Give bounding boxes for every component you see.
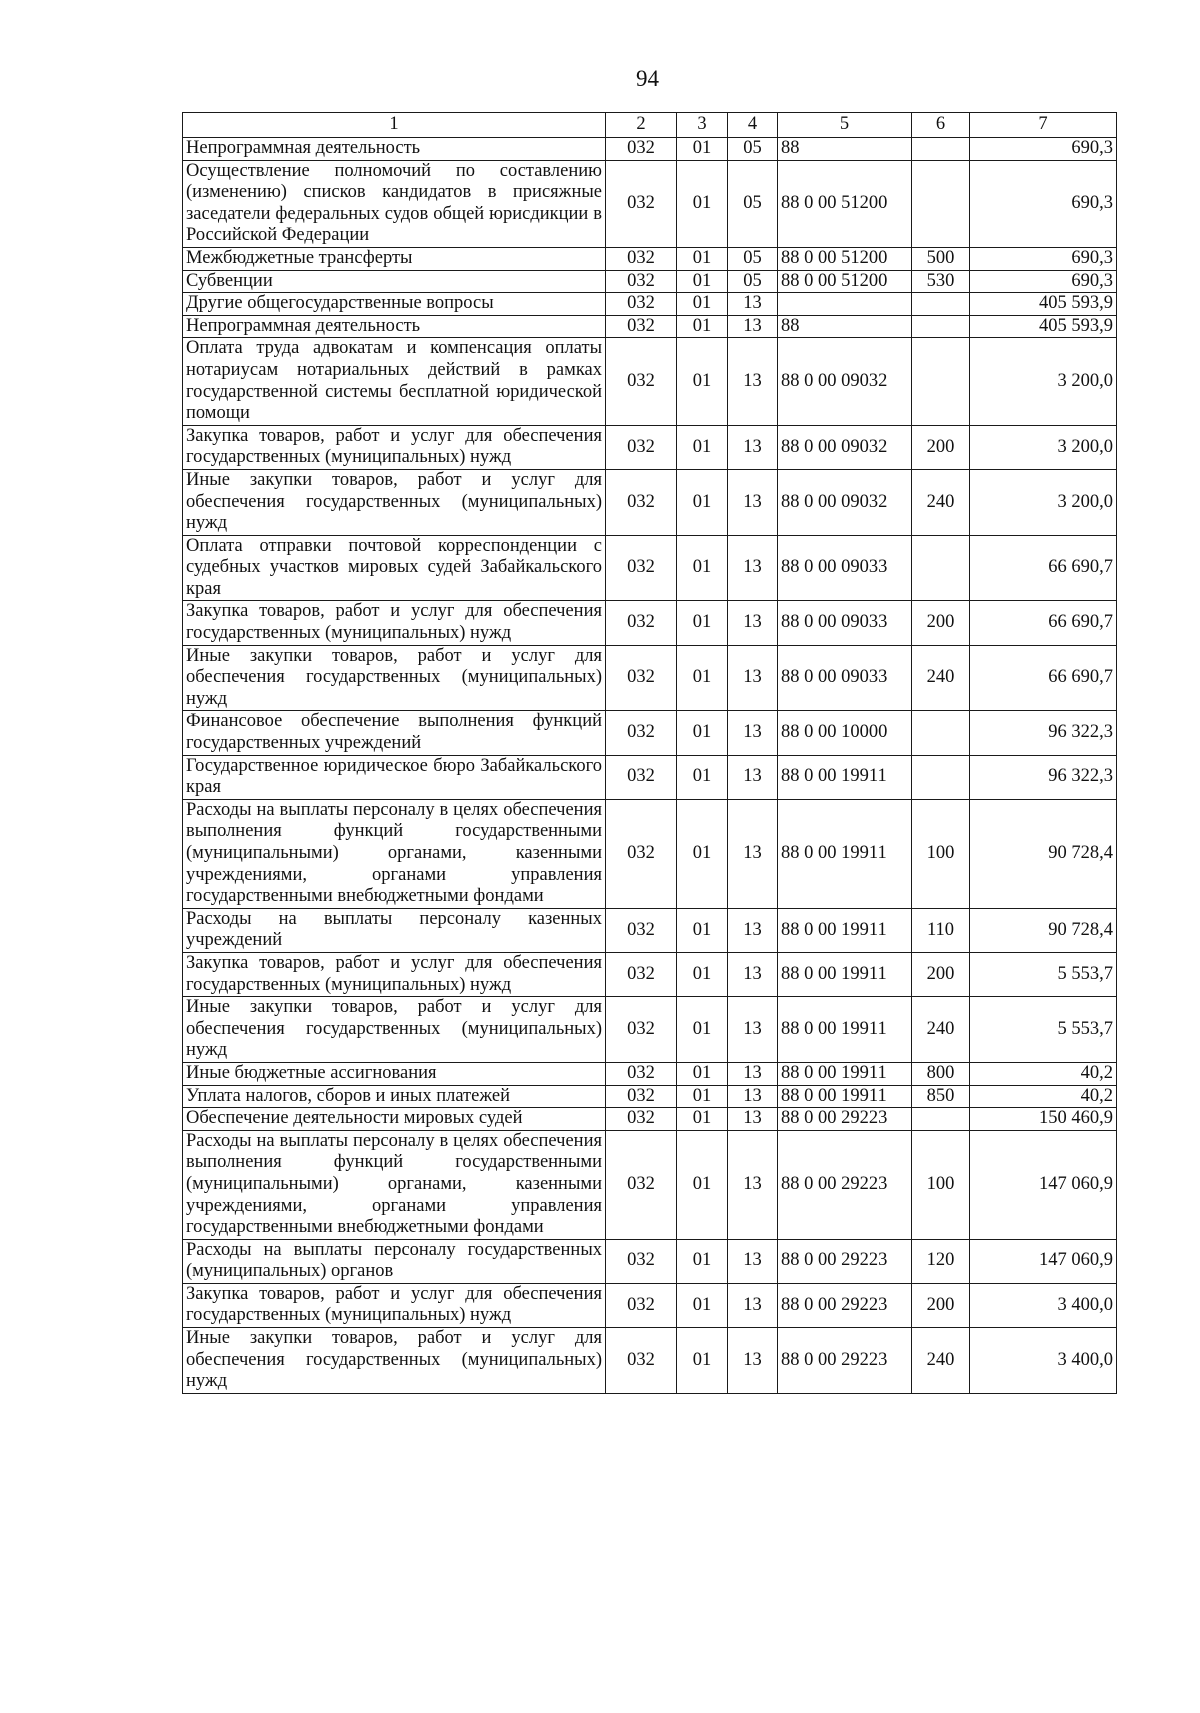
- admin-code-cell: 032: [606, 293, 677, 316]
- target-article-cell: 88 0 00 51200: [778, 160, 912, 247]
- target-article-cell: 88 0 00 10000: [778, 711, 912, 755]
- expense-type-cell: 100: [912, 1130, 970, 1239]
- admin-code-cell: 032: [606, 535, 677, 601]
- target-article-cell: 88 0 00 19911: [778, 952, 912, 996]
- table-row: [183, 293, 1117, 316]
- section-code-cell: 01: [677, 1283, 728, 1327]
- subsection-code-cell: 13: [728, 293, 778, 316]
- subsection-code-cell: 13: [728, 469, 778, 535]
- subsection-code-cell: 13: [728, 1328, 778, 1394]
- subsection-code-cell: 13: [728, 1239, 778, 1283]
- amount-cell: 147 060,9: [970, 1239, 1117, 1283]
- table-row: [183, 425, 1117, 469]
- table-row: [183, 1108, 1117, 1131]
- item-name-cell: Непрограммная деятельность: [183, 315, 606, 338]
- amount-cell: 690,3: [970, 138, 1117, 161]
- table-row: [183, 952, 1117, 996]
- admin-code-cell: 032: [606, 997, 677, 1063]
- admin-code-cell: 032: [606, 1328, 677, 1394]
- section-code-cell: 01: [677, 1085, 728, 1108]
- table-row: [183, 1062, 1117, 1085]
- amount-cell: 405 593,9: [970, 293, 1117, 316]
- expense-type-cell: [912, 138, 970, 161]
- section-code-cell: 01: [677, 1130, 728, 1239]
- section-code-cell: 01: [677, 952, 728, 996]
- item-name-cell: Осуществление полномочий по составлению (изменению) списков кандидатов в присяжные заседатели федеральных судов общей юрисдикции в Российской Федерации: [183, 160, 606, 247]
- item-name-cell: Закупка товаров, работ и услуг для обеспечения государственных (муниципальных) нужд: [183, 425, 606, 469]
- target-article-cell: 88 0 00 19911: [778, 1062, 912, 1085]
- item-name-cell: Иные закупки товаров, работ и услуг для обеспечения государственных (муниципальных) нужд: [183, 1328, 606, 1394]
- subsection-code-cell: 13: [728, 1085, 778, 1108]
- admin-code-cell: 032: [606, 952, 677, 996]
- expense-type-cell: 120: [912, 1239, 970, 1283]
- item-name-cell: Оплата отправки почтовой корреспонденции с судебных участков мировых судей Забайкальского края: [183, 535, 606, 601]
- amount-cell: 66 690,7: [970, 601, 1117, 645]
- item-name-cell: Субвенции: [183, 270, 606, 293]
- section-code-cell: 01: [677, 293, 728, 316]
- admin-code-cell: 032: [606, 908, 677, 952]
- item-name-cell: Расходы на выплаты персоналу в целях обеспечения выполнения функций государственными (муниципальными) органами, казенными учреждениями, органами управления государственными внебюджетными фондами: [183, 1130, 606, 1239]
- target-article-cell: 88 0 00 19911: [778, 755, 912, 799]
- expense-type-cell: [912, 338, 970, 425]
- table-row: [183, 535, 1117, 601]
- item-name-cell: Закупка товаров, работ и услуг для обеспечения государственных (муниципальных) нужд: [183, 952, 606, 996]
- target-article-cell: 88 0 00 19911: [778, 799, 912, 908]
- expense-type-cell: 110: [912, 908, 970, 952]
- expense-type-cell: 200: [912, 952, 970, 996]
- admin-code-cell: 032: [606, 755, 677, 799]
- item-name-cell: Обеспечение деятельности мировых судей: [183, 1108, 606, 1131]
- subsection-code-cell: 13: [728, 799, 778, 908]
- subsection-code-cell: 05: [728, 160, 778, 247]
- target-article-cell: 88 0 00 09033: [778, 601, 912, 645]
- section-code-cell: 01: [677, 138, 728, 161]
- admin-code-cell: 032: [606, 1062, 677, 1085]
- target-article-cell: 88 0 00 09033: [778, 535, 912, 601]
- item-name-cell: Иные закупки товаров, работ и услуг для обеспечения государственных (муниципальных) нужд: [183, 469, 606, 535]
- table-row: [183, 160, 1117, 247]
- subsection-code-cell: 13: [728, 711, 778, 755]
- expense-type-cell: [912, 711, 970, 755]
- section-code-cell: 01: [677, 645, 728, 711]
- admin-code-cell: 032: [606, 469, 677, 535]
- target-article-cell: 88 0 00 09032: [778, 425, 912, 469]
- subsection-code-cell: 13: [728, 425, 778, 469]
- item-name-cell: Закупка товаров, работ и услуг для обеспечения государственных (муниципальных) нужд: [183, 1283, 606, 1327]
- item-name-cell: Государственное юридическое бюро Забайкальского края: [183, 755, 606, 799]
- table-row: [183, 997, 1117, 1063]
- admin-code-cell: 032: [606, 425, 677, 469]
- section-code-cell: 01: [677, 338, 728, 425]
- subsection-code-cell: 13: [728, 908, 778, 952]
- target-article-cell: 88 0 00 19911: [778, 1085, 912, 1108]
- subsection-code-cell: 13: [728, 1062, 778, 1085]
- target-article-cell: 88 0 00 29223: [778, 1108, 912, 1131]
- subsection-code-cell: 13: [728, 755, 778, 799]
- item-name-cell: Межбюджетные трансферты: [183, 247, 606, 270]
- amount-cell: 690,3: [970, 270, 1117, 293]
- expense-type-cell: [912, 293, 970, 316]
- expense-type-cell: 240: [912, 645, 970, 711]
- section-code-cell: 01: [677, 315, 728, 338]
- amount-cell: 40,2: [970, 1085, 1117, 1108]
- section-code-cell: 01: [677, 908, 728, 952]
- section-code-cell: 01: [677, 1108, 728, 1131]
- target-article-cell: 88 0 00 29223: [778, 1283, 912, 1327]
- admin-code-cell: 032: [606, 601, 677, 645]
- item-name-cell: Расходы на выплаты персоналу в целях обеспечения выполнения функций государственными (муниципальными) органами, казенными учреждениями, органами управления государственными внебюджетными фондами: [183, 799, 606, 908]
- expense-type-cell: 500: [912, 247, 970, 270]
- table-header-row: [183, 113, 1117, 138]
- column-header: 7: [970, 113, 1117, 138]
- subsection-code-cell: 13: [728, 601, 778, 645]
- amount-cell: 40,2: [970, 1062, 1117, 1085]
- table-row: [183, 1239, 1117, 1283]
- item-name-cell: Непрограммная деятельность: [183, 138, 606, 161]
- target-article-cell: 88: [778, 315, 912, 338]
- admin-code-cell: 032: [606, 799, 677, 908]
- expense-type-cell: [912, 315, 970, 338]
- amount-cell: 147 060,9: [970, 1130, 1117, 1239]
- expense-type-cell: 850: [912, 1085, 970, 1108]
- table-row: [183, 270, 1117, 293]
- expense-type-cell: 240: [912, 469, 970, 535]
- item-name-cell: Уплата налогов, сборов и иных платежей: [183, 1085, 606, 1108]
- target-article-cell: 88 0 00 29223: [778, 1328, 912, 1394]
- admin-code-cell: 032: [606, 138, 677, 161]
- section-code-cell: 01: [677, 1328, 728, 1394]
- target-article-cell: 88 0 00 51200: [778, 247, 912, 270]
- item-name-cell: Оплата труда адвокатам и компенсация оплаты нотариусам нотариальных действий в рамках государственной системы бесплатной юридической помощи: [183, 338, 606, 425]
- column-header: 5: [778, 113, 912, 138]
- subsection-code-cell: 13: [728, 338, 778, 425]
- subsection-code-cell: 13: [728, 1108, 778, 1131]
- subsection-code-cell: 13: [728, 535, 778, 601]
- admin-code-cell: 032: [606, 645, 677, 711]
- item-name-cell: Другие общегосударственные вопросы: [183, 293, 606, 316]
- subsection-code-cell: 05: [728, 247, 778, 270]
- amount-cell: 90 728,4: [970, 908, 1117, 952]
- admin-code-cell: 032: [606, 315, 677, 338]
- column-header: 3: [677, 113, 728, 138]
- section-code-cell: 01: [677, 1062, 728, 1085]
- amount-cell: 90 728,4: [970, 799, 1117, 908]
- item-name-cell: Финансовое обеспечение выполнения функций государственных учреждений: [183, 711, 606, 755]
- item-name-cell: Расходы на выплаты персоналу государственных (муниципальных) органов: [183, 1239, 606, 1283]
- table-row: [183, 645, 1117, 711]
- budget-table: [182, 112, 1117, 1394]
- table-row: [183, 338, 1117, 425]
- column-header: 2: [606, 113, 677, 138]
- subsection-code-cell: 13: [728, 645, 778, 711]
- amount-cell: 3 400,0: [970, 1328, 1117, 1394]
- table-row: [183, 908, 1117, 952]
- subsection-code-cell: 13: [728, 1130, 778, 1239]
- target-article-cell: [778, 293, 912, 316]
- target-article-cell: 88: [778, 138, 912, 161]
- table-row: [183, 711, 1117, 755]
- target-article-cell: 88 0 00 29223: [778, 1130, 912, 1239]
- table-row: [183, 1130, 1117, 1239]
- table-row: [183, 1328, 1117, 1394]
- section-code-cell: 01: [677, 270, 728, 293]
- amount-cell: 96 322,3: [970, 755, 1117, 799]
- admin-code-cell: 032: [606, 1283, 677, 1327]
- expense-type-cell: 100: [912, 799, 970, 908]
- admin-code-cell: 032: [606, 711, 677, 755]
- subsection-code-cell: 13: [728, 952, 778, 996]
- target-article-cell: 88 0 00 09032: [778, 338, 912, 425]
- expense-type-cell: 800: [912, 1062, 970, 1085]
- column-header: 6: [912, 113, 970, 138]
- table-row: [183, 601, 1117, 645]
- section-code-cell: 01: [677, 247, 728, 270]
- section-code-cell: 01: [677, 469, 728, 535]
- table-row: [183, 138, 1117, 161]
- amount-cell: 3 200,0: [970, 425, 1117, 469]
- expense-type-cell: [912, 1108, 970, 1131]
- amount-cell: 150 460,9: [970, 1108, 1117, 1131]
- table-row: [183, 755, 1117, 799]
- subsection-code-cell: 13: [728, 997, 778, 1063]
- table-row: [183, 1283, 1117, 1327]
- item-name-cell: Иные бюджетные ассигнования: [183, 1062, 606, 1085]
- amount-cell: 3 200,0: [970, 338, 1117, 425]
- section-code-cell: 01: [677, 755, 728, 799]
- subsection-code-cell: 05: [728, 270, 778, 293]
- expense-type-cell: [912, 160, 970, 247]
- admin-code-cell: 032: [606, 1085, 677, 1108]
- amount-cell: 66 690,7: [970, 535, 1117, 601]
- column-header: 1: [183, 113, 606, 138]
- section-code-cell: 01: [677, 711, 728, 755]
- table-row: [183, 315, 1117, 338]
- section-code-cell: 01: [677, 997, 728, 1063]
- item-name-cell: Иные закупки товаров, работ и услуг для обеспечения государственных (муниципальных) нужд: [183, 997, 606, 1063]
- item-name-cell: Иные закупки товаров, работ и услуг для обеспечения государственных (муниципальных) нужд: [183, 645, 606, 711]
- subsection-code-cell: 05: [728, 138, 778, 161]
- target-article-cell: 88 0 00 51200: [778, 270, 912, 293]
- expense-type-cell: [912, 755, 970, 799]
- expense-type-cell: 200: [912, 1283, 970, 1327]
- admin-code-cell: 032: [606, 270, 677, 293]
- amount-cell: 405 593,9: [970, 315, 1117, 338]
- amount-cell: 5 553,7: [970, 997, 1117, 1063]
- amount-cell: 690,3: [970, 247, 1117, 270]
- page-number: 94: [636, 66, 659, 91]
- item-name-cell: Расходы на выплаты персоналу казенных учреждений: [183, 908, 606, 952]
- admin-code-cell: 032: [606, 247, 677, 270]
- admin-code-cell: 032: [606, 160, 677, 247]
- expense-type-cell: [912, 535, 970, 601]
- admin-code-cell: 032: [606, 1239, 677, 1283]
- expense-type-cell: 240: [912, 1328, 970, 1394]
- table-row: [183, 469, 1117, 535]
- target-article-cell: 88 0 00 19911: [778, 908, 912, 952]
- expense-type-cell: 240: [912, 997, 970, 1063]
- expense-type-cell: 530: [912, 270, 970, 293]
- table-body: [183, 113, 1117, 1394]
- table-row: [183, 247, 1117, 270]
- expense-type-cell: 200: [912, 425, 970, 469]
- section-code-cell: 01: [677, 425, 728, 469]
- amount-cell: 5 553,7: [970, 952, 1117, 996]
- expense-type-cell: 200: [912, 601, 970, 645]
- target-article-cell: 88 0 00 09032: [778, 469, 912, 535]
- column-header: 4: [728, 113, 778, 138]
- admin-code-cell: 032: [606, 338, 677, 425]
- target-article-cell: 88 0 00 09033: [778, 645, 912, 711]
- section-code-cell: 01: [677, 601, 728, 645]
- section-code-cell: 01: [677, 799, 728, 908]
- subsection-code-cell: 13: [728, 1283, 778, 1327]
- section-code-cell: 01: [677, 160, 728, 247]
- target-article-cell: 88 0 00 19911: [778, 997, 912, 1063]
- item-name-cell: Закупка товаров, работ и услуг для обеспечения государственных (муниципальных) нужд: [183, 601, 606, 645]
- section-code-cell: 01: [677, 1239, 728, 1283]
- subsection-code-cell: 13: [728, 315, 778, 338]
- table-row: [183, 1085, 1117, 1108]
- admin-code-cell: 032: [606, 1130, 677, 1239]
- amount-cell: 3 200,0: [970, 469, 1117, 535]
- amount-cell: 690,3: [970, 160, 1117, 247]
- table-row: [183, 799, 1117, 908]
- target-article-cell: 88 0 00 29223: [778, 1239, 912, 1283]
- section-code-cell: 01: [677, 535, 728, 601]
- amount-cell: 3 400,0: [970, 1283, 1117, 1327]
- amount-cell: 66 690,7: [970, 645, 1117, 711]
- amount-cell: 96 322,3: [970, 711, 1117, 755]
- admin-code-cell: 032: [606, 1108, 677, 1131]
